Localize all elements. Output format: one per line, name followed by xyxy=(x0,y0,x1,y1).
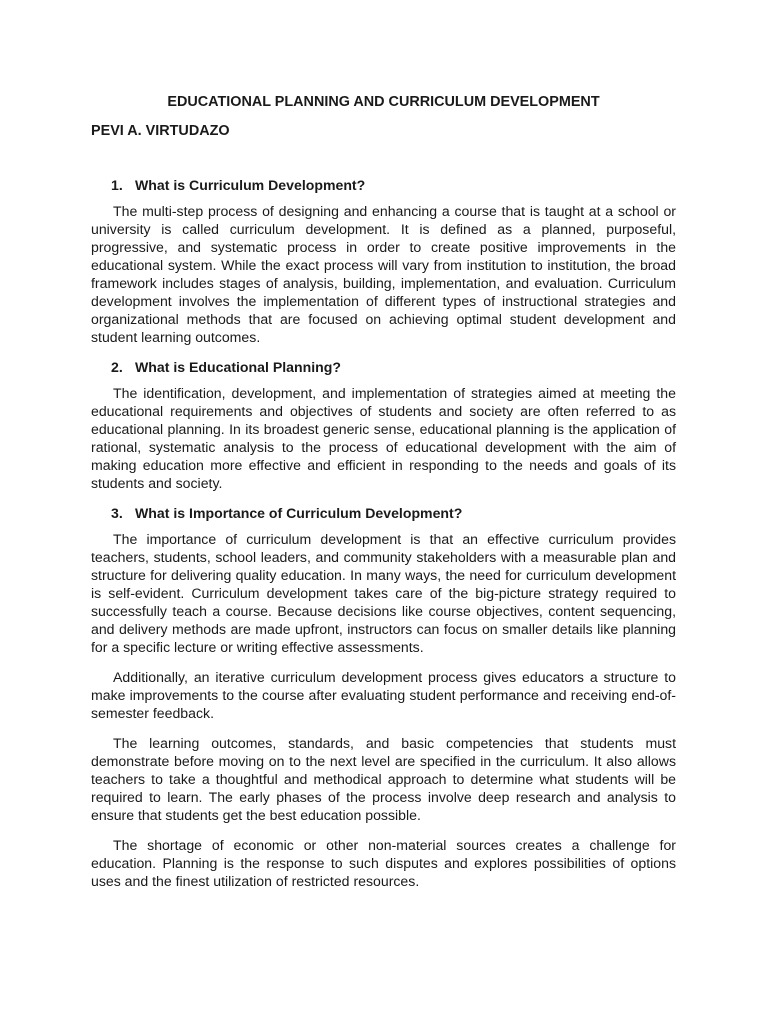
section-question: What is Importance of Curriculum Development? xyxy=(135,505,463,521)
section-heading xyxy=(91,358,676,376)
paragraph: The identification, development, and implementation of strategies aimed at meeting the educational requirements and objectives of students and society are often referred to as educational planning. In its broadest generic sense, educational planning is the application of rational, systematic analysis to the process of educational development with the aim of making education more effective and efficient in responding to the needs and goals of its students and society. xyxy=(91,385,676,491)
document-page xyxy=(91,93,676,902)
document-author: PEVI A. VIRTUDAZO xyxy=(91,123,230,139)
section-number: 1. xyxy=(111,177,123,193)
section-number: 3. xyxy=(111,505,123,521)
paragraph: The importance of curriculum development is that an effective curriculum provides teachers, students, school leaders, and community stakeholders with a measurable plan and structure for delivering quality education. In many ways, the need for curriculum development is self-evident. Curriculum development takes care of the big-picture strategy required to successfully teach a course. Because decisions like course objectives, content sequencing, and delivery methods are made upfront, instructors can focus on smaller details like planning for a specific lecture or writing effective assessments. xyxy=(91,531,676,655)
document-title: EDUCATIONAL PLANNING AND CURRICULUM DEVELOPMENT xyxy=(167,94,600,110)
section-question: What is Educational Planning? xyxy=(135,359,341,375)
section-heading xyxy=(91,504,676,522)
section-importance-curriculum-development xyxy=(91,504,676,890)
section-number: 2. xyxy=(111,359,123,375)
paragraph: The multi-step process of designing and enhancing a course that is taught at a school or university is called curriculum development. It is defined as a planned, purposeful, progressive, and systematic process in order to create positive improvements in the educational system. While the exact process will vary from institution to institution, the broad framework includes stages of analysis, building, implementation, and evaluation. Curriculum development involves the implementation of different types of instructional strategies and organizational methods that are focused on achieving optimal student development and student learning outcomes. xyxy=(91,203,676,345)
paragraph: Additionally, an iterative curriculum development process gives educators a structure to make improvements to the course after evaluating student performance and receiving end-of-semester feedback. xyxy=(91,669,676,721)
paragraph: The shortage of economic or other non-material sources creates a challenge for education. Planning is the response to such disputes and explores possibilities of options uses and the finest utilization of restricted resources. xyxy=(91,837,676,889)
section-heading xyxy=(91,176,676,194)
section-educational-planning xyxy=(91,358,676,492)
paragraph: The learning outcomes, standards, and basic competencies that students must demonstrate before moving on to the next level are specified in the curriculum. It also allows teachers to take a thoughtful and methodical approach to determine what students will be required to learn. The early phases of the process involve deep research and analysis to ensure that students get the best education possible. xyxy=(91,735,676,823)
section-question: What is Curriculum Development? xyxy=(135,177,366,193)
section-curriculum-development xyxy=(91,176,676,346)
